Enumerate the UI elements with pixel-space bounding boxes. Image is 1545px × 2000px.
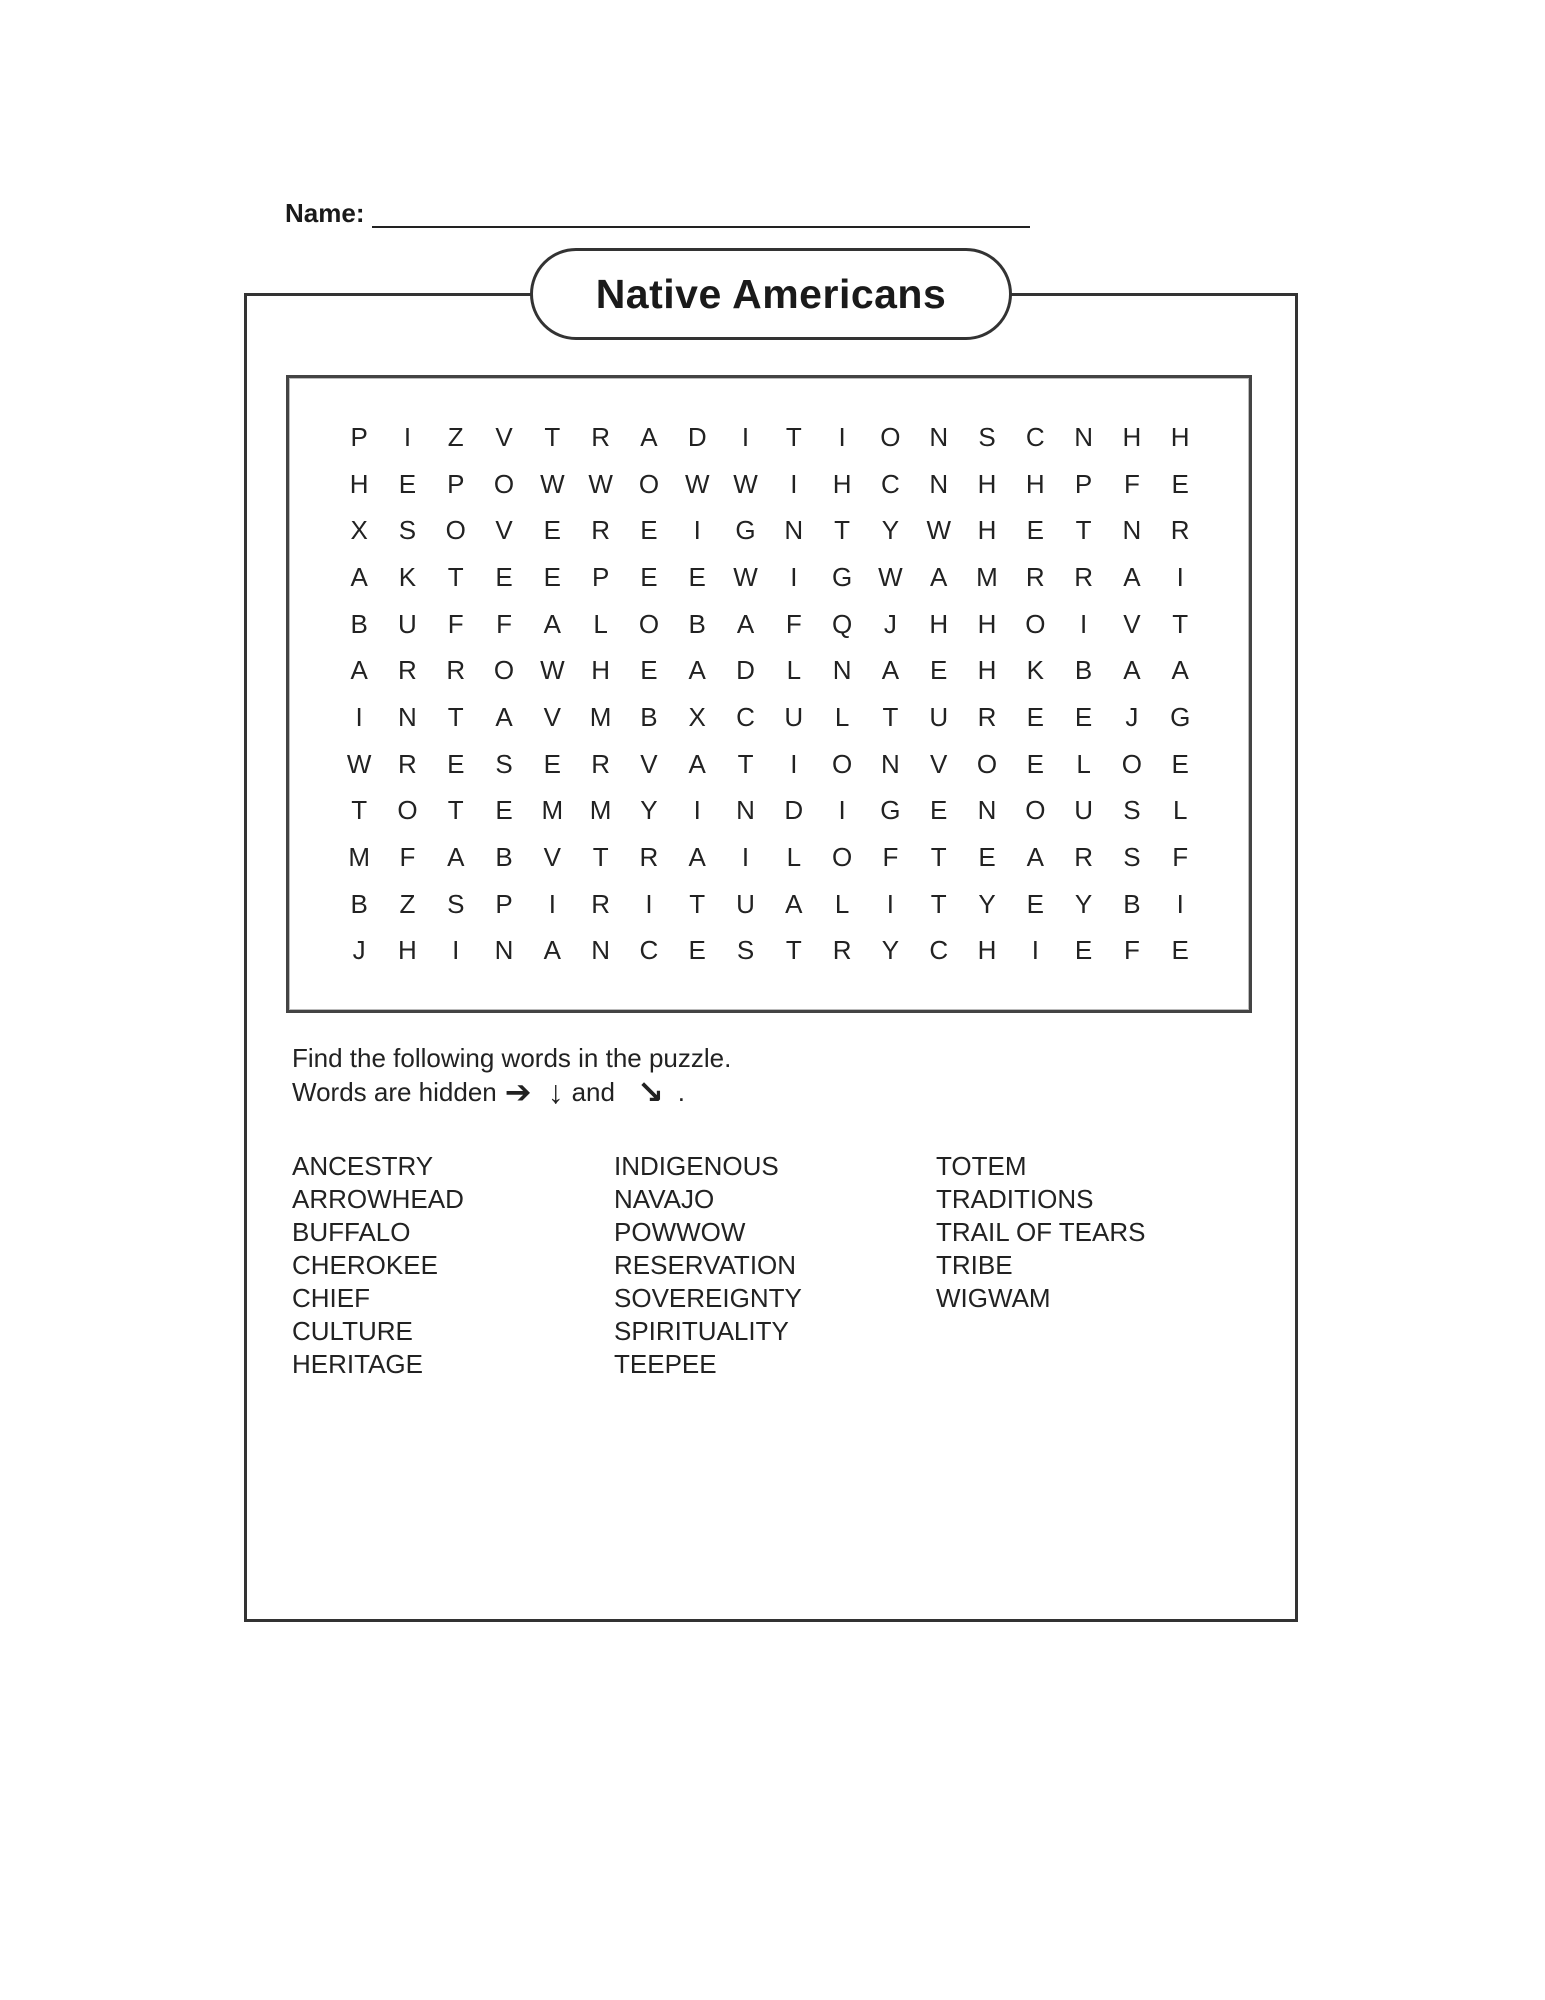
grid-letter[interactable]: M [348, 842, 370, 873]
grid-letter[interactable]: L [834, 888, 850, 919]
grid-letter[interactable]: E [1074, 935, 1093, 966]
grid-letter[interactable]: N [784, 515, 804, 546]
grid-letter[interactable]: R [591, 748, 611, 779]
grid-letter[interactable]: A [350, 561, 368, 592]
grid-letter[interactable]: A [1026, 842, 1044, 873]
grid-letter[interactable]: T [689, 888, 706, 919]
grid-letter[interactable]: F [1123, 468, 1140, 499]
grid-letter[interactable]: W [878, 561, 903, 592]
grid-letter[interactable]: R [1074, 842, 1093, 873]
grid-letter[interactable]: I [1079, 608, 1088, 639]
grid-letter[interactable]: M [976, 561, 998, 592]
grid-letter[interactable]: R [446, 655, 466, 686]
grid-letter[interactable]: Q [832, 608, 853, 639]
word-list-item: CULTURE [292, 1316, 413, 1346]
grid-letter[interactable]: T [447, 795, 464, 826]
grid-letter[interactable]: U [1074, 795, 1093, 826]
grid-letter[interactable]: A [1123, 561, 1141, 592]
name-label: Name: [285, 198, 365, 228]
word-list-item: SPIRITUALITY [614, 1316, 789, 1346]
grid-letter[interactable]: X [688, 701, 706, 732]
grid-letter[interactable]: B [1123, 888, 1141, 919]
grid-letter[interactable]: O [493, 468, 515, 499]
grid-letter[interactable]: U [736, 888, 755, 919]
grid-letter[interactable]: A [543, 935, 561, 966]
grid-letter[interactable]: P [495, 888, 513, 919]
grid-letter[interactable]: D [736, 655, 755, 686]
grid-letter[interactable]: E [1171, 468, 1189, 499]
grid-letter[interactable]: E [447, 748, 465, 779]
grid-letter[interactable]: I [838, 421, 846, 452]
instructions-line-1: Find the following words in the puzzle. [292, 1043, 732, 1073]
grid-letter[interactable]: F [496, 608, 512, 639]
grid-letter[interactable]: R [977, 701, 997, 732]
grid-letter[interactable]: H [832, 468, 852, 499]
word-column-2 [614, 1150, 936, 1381]
grid-letter[interactable]: O [1121, 748, 1143, 779]
grid-letter[interactable]: N [736, 795, 755, 826]
grid-letter[interactable]: A [447, 842, 465, 873]
grid-letter[interactable]: V [495, 421, 513, 452]
instructions-and-text: and [571, 1077, 615, 1107]
word-list-item: RESERVATION [614, 1250, 797, 1280]
word-list [292, 1150, 1146, 1381]
grid-letter[interactable]: A [350, 655, 368, 686]
grid-letter[interactable]: T [447, 701, 464, 732]
grid-letter[interactable]: E [1026, 515, 1044, 546]
grid-letter[interactable]: O [638, 608, 660, 639]
grid-letter[interactable]: E [1026, 888, 1044, 919]
grid-letter[interactable]: S [1123, 842, 1141, 873]
grid-letter[interactable]: W [733, 468, 758, 499]
word-list-item: TRADITIONS [936, 1184, 1094, 1214]
grid-letter[interactable]: B [350, 608, 368, 639]
grid-letter[interactable]: H [977, 655, 997, 686]
grid-letter[interactable]: L [593, 608, 608, 639]
grid-letter[interactable]: T [785, 421, 802, 452]
grid-letter[interactable]: N [929, 421, 949, 452]
instructions [292, 1041, 731, 1109]
grid-letter[interactable]: W [540, 468, 565, 499]
grid-letter[interactable]: F [447, 608, 464, 639]
word-list-item: NAVAJO [614, 1184, 715, 1214]
grid-letter[interactable]: I [790, 748, 798, 779]
grid-letter[interactable]: G [1170, 701, 1191, 732]
grid-letter[interactable]: O [880, 421, 901, 452]
grid-letter[interactable]: T [1075, 515, 1092, 546]
grid-letter[interactable]: L [1076, 748, 1091, 779]
grid-letter[interactable]: I [886, 888, 895, 919]
grid-letter[interactable]: Y [978, 888, 996, 919]
grid-letter[interactable]: L [834, 701, 850, 732]
grid-letter[interactable]: N [832, 655, 852, 686]
grid-letter[interactable]: E [930, 795, 948, 826]
grid-letter[interactable]: E [640, 655, 658, 686]
grid-letter[interactable]: W [684, 468, 710, 499]
grid-letter[interactable]: N [1122, 515, 1142, 546]
grid-letter[interactable]: I [693, 515, 701, 546]
grid-letter[interactable]: C [881, 468, 900, 499]
grid-letter[interactable]: C [736, 701, 755, 732]
grid-letter[interactable]: E [543, 515, 561, 546]
grid-letter[interactable]: C [1025, 421, 1045, 452]
grid-letter[interactable]: O [832, 842, 853, 873]
grid-letter[interactable]: N [977, 795, 997, 826]
grid-letter[interactable]: G [735, 515, 756, 546]
grid-letter[interactable]: Y [881, 515, 900, 546]
grid-letter[interactable]: F [1172, 842, 1189, 873]
grid-letter[interactable]: G [880, 795, 901, 826]
grid-letter[interactable]: H [929, 608, 949, 639]
grid-letter[interactable]: B [688, 608, 706, 639]
word-list-item: ARROWHEAD [292, 1184, 464, 1214]
grid-letter[interactable]: P [1074, 468, 1093, 499]
grid-letter[interactable]: X [350, 515, 368, 546]
grid-letter[interactable]: M [589, 795, 612, 826]
grid-letter[interactable]: W [926, 515, 951, 546]
word-list-item: CHEROKEE [292, 1250, 438, 1280]
grid-letter[interactable]: V [930, 748, 948, 779]
grid-letter[interactable]: S [495, 748, 513, 779]
grid-letter[interactable]: H [398, 935, 417, 966]
grid-letter[interactable]: E [640, 515, 658, 546]
grid-letter[interactable]: T [351, 795, 368, 826]
grid-letter[interactable]: H [349, 468, 369, 499]
grid-letter[interactable]: U [398, 608, 417, 639]
grid-letter[interactable]: P [447, 468, 465, 499]
grid-letter[interactable]: S [736, 935, 755, 966]
grid-letter[interactable]: J [1125, 701, 1139, 732]
grid-letter[interactable]: I [790, 561, 798, 592]
grid-letter[interactable]: N [1074, 421, 1093, 452]
grid-letter[interactable]: V [543, 842, 561, 873]
grid-letter[interactable]: O [832, 748, 853, 779]
grid-letter[interactable]: A [785, 888, 803, 919]
grid-letter[interactable]: H [977, 608, 997, 639]
grid-letter[interactable]: W [588, 468, 613, 499]
grid-letter[interactable]: R [398, 655, 417, 686]
word-list-item: CHIEF [292, 1283, 370, 1313]
grid-letter[interactable]: V [543, 701, 561, 732]
grid-letter[interactable]: O [397, 795, 418, 826]
page-title: Native Americans [595, 270, 947, 317]
grid-letter[interactable]: L [786, 842, 802, 873]
grid-letter[interactable]: A [543, 608, 561, 639]
instructions-period: . [677, 1077, 685, 1107]
grid-letter[interactable]: E [1026, 748, 1044, 779]
grid-letter[interactable]: I [1176, 561, 1184, 592]
grid-letter[interactable]: T [834, 515, 851, 546]
grid-letter[interactable]: E [495, 795, 513, 826]
grid-letter[interactable]: T [785, 935, 802, 966]
grid-letter[interactable]: A [688, 842, 706, 873]
grid-letter[interactable]: U [929, 701, 949, 732]
grid-letter[interactable]: R [591, 515, 611, 546]
grid-letter[interactable]: M [541, 795, 564, 826]
grid-letter[interactable]: I [1031, 935, 1039, 966]
word-list-item: TRIBE [936, 1250, 1013, 1280]
grid-letter[interactable]: H [977, 468, 997, 499]
grid-letter[interactable]: T [1172, 608, 1189, 639]
puzzle-box [286, 375, 1252, 1013]
grid-letter[interactable]: S [978, 421, 996, 452]
grid-letter[interactable]: E [1171, 935, 1189, 966]
grid-letter[interactable]: O [493, 655, 515, 686]
grid-letter[interactable]: F [785, 608, 802, 639]
word-column-3 [936, 1150, 1146, 1381]
grid-letter[interactable]: V [1123, 608, 1141, 639]
grid-letter[interactable]: E [1171, 748, 1189, 779]
grid-letter[interactable]: R [591, 421, 611, 452]
grid-letter[interactable]: Z [399, 888, 416, 919]
grid-letter[interactable]: J [883, 608, 897, 639]
arrow-right-icon: ➔ [504, 1074, 532, 1110]
grid-letter[interactable]: W [540, 655, 565, 686]
grid-letter[interactable]: L [1172, 795, 1188, 826]
arrow-diagonal-icon: ↘ [636, 1074, 664, 1110]
grid-letter[interactable]: R [591, 888, 611, 919]
grid-letter[interactable]: S [447, 888, 465, 919]
letter-grid [335, 414, 1204, 974]
instructions-line-2 [292, 1075, 731, 1109]
grid-letter[interactable]: L [786, 655, 802, 686]
word-list-item: TRAIL OF TEARS [936, 1217, 1146, 1247]
grid-letter[interactable]: F [1123, 935, 1140, 966]
grid-letter[interactable]: N [591, 935, 611, 966]
word-list-item: TEEPEE [614, 1349, 717, 1379]
arrow-down-icon: ↓ [547, 1074, 564, 1110]
grid-letter[interactable]: N [929, 468, 949, 499]
word-list-item: SOVEREIGNTY [614, 1283, 802, 1313]
grid-letter[interactable]: E [930, 655, 948, 686]
grid-letter[interactable]: A [1171, 655, 1189, 686]
grid-letter[interactable]: R [398, 748, 417, 779]
grid-letter[interactable]: I [645, 888, 653, 919]
grid-letter[interactable]: E [543, 748, 561, 779]
grid-letter[interactable]: R [1074, 561, 1093, 592]
grid-letter[interactable]: I [452, 935, 460, 966]
grid-letter[interactable]: G [832, 561, 853, 592]
grid-letter[interactable]: I [741, 421, 750, 452]
grid-letter[interactable]: A [495, 701, 513, 732]
grid-letter[interactable]: E [688, 561, 706, 592]
grid-letter[interactable]: E [688, 935, 706, 966]
grid-letter[interactable]: T [930, 888, 947, 919]
grid-letter[interactable]: V [640, 748, 658, 779]
grid-letter[interactable]: I [838, 795, 846, 826]
name-row [285, 194, 1030, 228]
grid-letter[interactable]: A [736, 608, 755, 639]
grid-letter[interactable]: A [1123, 655, 1141, 686]
grid-letter[interactable]: T [882, 701, 899, 732]
grid-letter[interactable]: I [403, 421, 412, 452]
word-list-item: BUFFALO [292, 1217, 411, 1247]
grid-letter[interactable]: Y [881, 935, 900, 966]
title-banner [530, 248, 1012, 340]
grid-letter[interactable]: O [638, 468, 660, 499]
grid-letter[interactable]: N [494, 935, 514, 966]
word-list-item: INDIGENOUS [614, 1151, 779, 1181]
grid-letter[interactable]: I [741, 842, 750, 873]
grid-letter[interactable]: U [784, 701, 804, 732]
grid-letter[interactable]: E [543, 561, 561, 592]
grid-letter[interactable]: Y [640, 795, 658, 826]
grid-letter[interactable]: I [693, 795, 701, 826]
word-column-1 [292, 1150, 614, 1381]
grid-letter[interactable]: N [398, 701, 417, 732]
grid-letter[interactable]: O [1025, 795, 1046, 826]
grid-letter[interactable]: E [1074, 701, 1093, 732]
grid-letter[interactable]: S [1123, 795, 1141, 826]
grid-letter[interactable]: K [398, 561, 417, 592]
grid-letter[interactable]: O [445, 515, 466, 546]
grid-letter[interactable]: B [1074, 655, 1093, 686]
grid-letter[interactable]: H [977, 515, 997, 546]
grid-letter[interactable]: H [977, 935, 997, 966]
grid-letter[interactable]: B [350, 888, 368, 919]
grid-letter[interactable]: K [1026, 655, 1044, 686]
grid-letter[interactable]: V [495, 515, 513, 546]
word-list-item: POWWOW [614, 1217, 746, 1247]
grid-letter[interactable]: T [737, 748, 754, 779]
instructions-hidden-text: Words are hidden [292, 1077, 497, 1107]
grid-letter[interactable]: F [882, 842, 899, 873]
grid-letter[interactable]: A [688, 748, 706, 779]
grid-letter[interactable]: C [929, 935, 949, 966]
grid-letter[interactable]: E [398, 468, 417, 499]
grid-letter[interactable]: A [930, 561, 948, 592]
grid-letter[interactable]: I [548, 888, 556, 919]
grid-letter[interactable]: O [1025, 608, 1046, 639]
grid-letter[interactable]: I [1176, 888, 1184, 919]
grid-letter[interactable]: M [589, 701, 612, 732]
grid-letter[interactable]: H [591, 655, 611, 686]
grid-letter[interactable]: W [346, 748, 372, 779]
grid-letter[interactable]: S [398, 515, 417, 546]
grid-letter[interactable]: R [639, 842, 659, 873]
word-list-item: TOTEM [936, 1151, 1027, 1181]
word-list-item: ANCESTRY [292, 1151, 434, 1181]
grid-letter[interactable]: P [591, 561, 610, 592]
name-field-line[interactable] [372, 198, 1030, 228]
grid-letter[interactable]: H [1122, 421, 1142, 452]
grid-letter[interactable]: D [687, 421, 707, 452]
grid-letter[interactable]: O [976, 748, 998, 779]
grid-letter[interactable]: B [495, 842, 513, 873]
grid-letter[interactable]: T [592, 842, 609, 873]
grid-letter[interactable]: A [688, 655, 706, 686]
grid-letter[interactable]: T [447, 561, 464, 592]
grid-letter[interactable]: I [355, 701, 363, 732]
grid-letter[interactable]: E [978, 842, 996, 873]
grid-letter[interactable]: Z [447, 421, 464, 452]
grid-letter[interactable]: I [790, 468, 798, 499]
grid-letter[interactable]: B [640, 701, 658, 732]
grid-letter[interactable]: F [399, 842, 416, 873]
word-list-item: HERITAGE [292, 1349, 423, 1379]
grid-letter[interactable]: J [352, 935, 366, 966]
grid-letter[interactable]: N [881, 748, 900, 779]
grid-letter[interactable]: H [1025, 468, 1045, 499]
grid-letter[interactable]: T [544, 421, 561, 452]
grid-letter[interactable]: R [1170, 515, 1190, 546]
grid-letter[interactable]: H [1170, 421, 1190, 452]
grid-letter[interactable]: A [881, 655, 900, 686]
grid-letter[interactable]: D [784, 795, 804, 826]
grid-letter[interactable]: R [832, 935, 852, 966]
word-list-item: WIGWAM [936, 1283, 1051, 1313]
grid-letter[interactable]: E [640, 561, 658, 592]
grid-letter[interactable]: C [639, 935, 659, 966]
grid-letter[interactable]: E [1026, 701, 1044, 732]
grid-letter[interactable]: E [495, 561, 513, 592]
grid-letter[interactable]: Y [1074, 888, 1093, 919]
grid-letter[interactable]: W [733, 561, 758, 592]
grid-letter[interactable]: A [640, 421, 658, 452]
grid-letter[interactable]: R [1025, 561, 1045, 592]
grid-letter[interactable]: T [930, 842, 947, 873]
grid-letter[interactable]: P [350, 421, 368, 452]
